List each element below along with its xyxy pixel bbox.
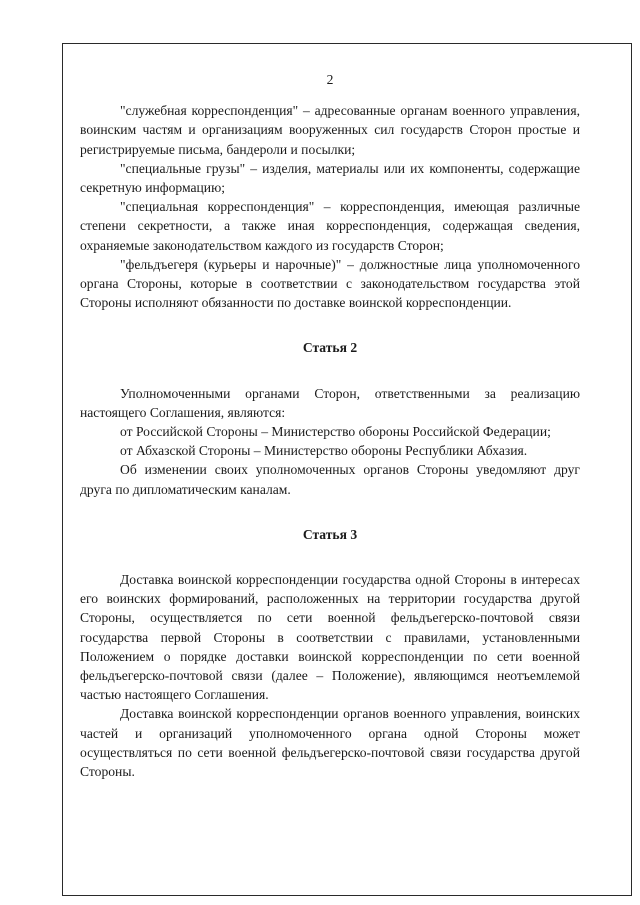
document-body (80, 70, 580, 781)
article-3-heading: Статья 3 (302, 526, 358, 542)
definition-official-correspondence: "служебная корреспонденция" – адресованные органам военного управления, воинским частям и организациям вооруженных сил государств Сторон простые и регистрируемые письма, бандероли и посылки; (80, 103, 580, 157)
article-3-paragraph: Доставка воинской корреспонденции государства одной Стороны в интересах его воинских формирований, расположенных на территории государства другой Стороны, осуществляется по сети военной фельдъегерско-почтовой связи государства первой Стороны в соответствии с правилами, установленными Положением о порядке доставки воинской корреспонденции по сети военной фельдъегерско-почтовой связи (далее – Положение), являющимся неотъемлемой частью настоящего Соглашения. (80, 572, 580, 703)
article-2-paragraph: от Абхазской Стороны – Министерство обороны Республики Абхазия. (120, 443, 528, 459)
definition-couriers: "фельдъегеря (курьеры и нарочные)" – должностные лица уполномоченного органа Стороны, которые в соответствии с законодательством государства этой Стороны исполняют обязанности по доставке воинской корреспонденции. (80, 256, 580, 311)
article-2-heading: Статья 2 (302, 340, 358, 356)
article-2-paragraph: от Российской Стороны – Министерство обороны Российской Федерации; (120, 424, 551, 440)
definition-special-correspondence: "специальная корреспонденция" – корреспонденция, имеющая различные степени секретности, а также иная корреспонденция, содержащая сведения, охраняемые законодательством каждого из государств Сторон; (80, 199, 580, 253)
article-3-paragraph: Доставка воинской корреспонденции органов военного управления, воинских частей и организаций уполномоченного органа одной Стороны может осуществляться по сети военной фельдъегерско-почтовой связи государства другой Стороны. (80, 706, 580, 780)
page-number: 2 (326, 72, 334, 87)
article-2-paragraph: Об изменении своих уполномоченных органов Стороны уведомляют друг друга по дипломатическим каналам. (80, 462, 580, 497)
article-2-paragraph: Уполномоченными органами Сторон, ответственными за реализацию настоящего Соглашения, являются: (80, 385, 580, 420)
definition-special-cargo: "специальные грузы" – изделия, материалы или их компоненты, содержащие секретную информацию; (80, 160, 580, 196)
